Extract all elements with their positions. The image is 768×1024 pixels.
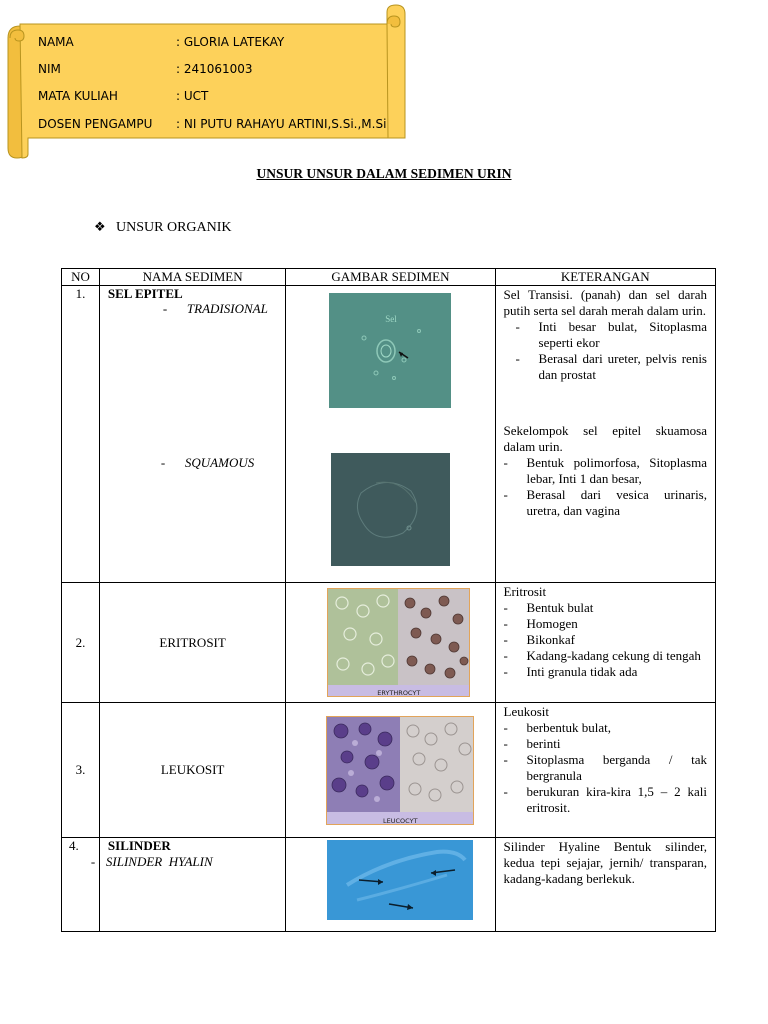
info-value: : NI PUTU RAHAYU ARTINI,S.Si.,M.Si: [176, 117, 387, 131]
sediment-subtype: SQUAMOUS: [184, 455, 255, 470]
image-cell: [286, 286, 495, 583]
micrograph-squamous-epithelium: [331, 453, 450, 566]
document-title: UNSUR UNSUR DALAM SEDIMEN URIN: [256, 166, 512, 181]
name-cell: [99, 286, 285, 583]
image-cell: [286, 703, 495, 838]
description-cell: [495, 286, 715, 583]
list-item: - berukuran kira-kira 1,5 – 2 kali eritrosit.: [503, 784, 707, 815]
number-cell: [62, 838, 100, 932]
dash: -: [90, 854, 96, 869]
row-number: 2.: [62, 583, 100, 703]
description-text: Sekelompok sel epitel skuamosa dalam urin.: [503, 423, 707, 454]
micrograph-transitional-epithelium: [329, 293, 451, 408]
list-item: - Bikonkaf: [503, 632, 575, 647]
sediment-name: ERITROSIT: [99, 583, 285, 703]
header-name: NAMA SEDIMEN: [99, 269, 285, 286]
sediment-table: [61, 268, 716, 932]
description-text: Silinder Hyaline Bentuk silinder, kedua tepi sejajar, jernih/ transparan, kadang-kadang berlekuk.: [503, 839, 707, 886]
row-number: 4.: [69, 838, 79, 853]
info-value: : UCT: [176, 89, 209, 103]
description-list: [504, 720, 707, 816]
micrograph-label: Sel: [385, 314, 397, 324]
description-list: [504, 600, 707, 680]
micrograph-caption: LEUCOCYT: [383, 817, 418, 825]
list-item: - Sitoplasma berganda / tak bergranula: [503, 752, 707, 783]
table-row: [62, 703, 716, 838]
micrograph-leukocyte: [326, 716, 474, 825]
list-item: - Homogen: [503, 616, 578, 631]
list-item: - Kadang-kadang cekung di tengah: [503, 648, 701, 663]
list-item: - Inti granula tidak ada: [503, 664, 638, 679]
info-value: : GLORIA LATEKAY: [176, 35, 285, 49]
info-value: : 241061003: [176, 62, 253, 76]
student-info-banner: [0, 0, 420, 165]
row-number: 3.: [62, 703, 100, 838]
info-label: MATA KULIAH: [38, 89, 118, 103]
list-item: - Berasal dari vesica urinaris, uretra, dan vagina: [503, 487, 707, 518]
sediment-name: LEUKOSIT: [99, 703, 285, 838]
list-item: - berbentuk bulat,: [503, 720, 612, 735]
diamond-bullet-icon: ❖: [94, 219, 106, 234]
image-cell: [286, 583, 495, 703]
dash: -: [162, 301, 168, 316]
description-cell: [495, 838, 715, 932]
table-row: [62, 583, 716, 703]
list-item: - berinti: [503, 736, 561, 751]
header-image: GAMBAR SEDIMEN: [286, 269, 495, 286]
header-no: NO: [62, 269, 100, 286]
section-heading: [94, 219, 232, 236]
description-cell: [495, 583, 715, 703]
micrograph-erythrocyte: [327, 588, 470, 697]
sediment-subtype: SILINDER HYALIN: [105, 854, 213, 869]
list-item: - Berasal dari ureter, pelvis renis dan prostat: [515, 351, 707, 382]
row-number: 1.: [62, 286, 100, 583]
table-row: [62, 286, 716, 583]
section-label: UNSUR ORGANIK: [116, 220, 232, 235]
micrograph-caption: ERYTHROCYT: [377, 689, 421, 697]
table-row: [62, 838, 716, 932]
scroll-banner-shape: [0, 0, 420, 165]
list-item: - Inti besar bulat, Sitoplasma seperti ekor: [515, 319, 707, 350]
description-cell: [495, 703, 715, 838]
description-text: Leukosit: [503, 704, 550, 719]
dash: -: [160, 455, 166, 470]
description-list: [504, 319, 707, 383]
header-description: KETERANGAN: [495, 269, 715, 286]
description-list: [504, 455, 707, 519]
description-text: Sel Transisi. (panah) dan sel darah putih serta sel darah merah dalam urin.: [503, 287, 707, 318]
info-label: NIM: [38, 62, 61, 76]
micrograph-hyaline-cast: [327, 840, 473, 920]
description-text: Eritrosit: [503, 584, 547, 599]
sediment-name: SILINDER: [107, 838, 171, 853]
sediment-name: SEL EPITEL: [107, 286, 183, 301]
image-cell: [286, 838, 495, 932]
table-header-row: [62, 269, 716, 286]
list-item: - Bentuk bulat: [503, 600, 594, 615]
sediment-subtype: TRADISIONAL: [186, 301, 268, 316]
name-cell: [90, 838, 285, 932]
list-item: - Bentuk polimorfosa, Sitoplasma lebar, Inti 1 dan besar,: [503, 455, 707, 486]
info-label: DOSEN PENGAMPU: [38, 117, 153, 131]
info-label: NAMA: [38, 35, 74, 49]
